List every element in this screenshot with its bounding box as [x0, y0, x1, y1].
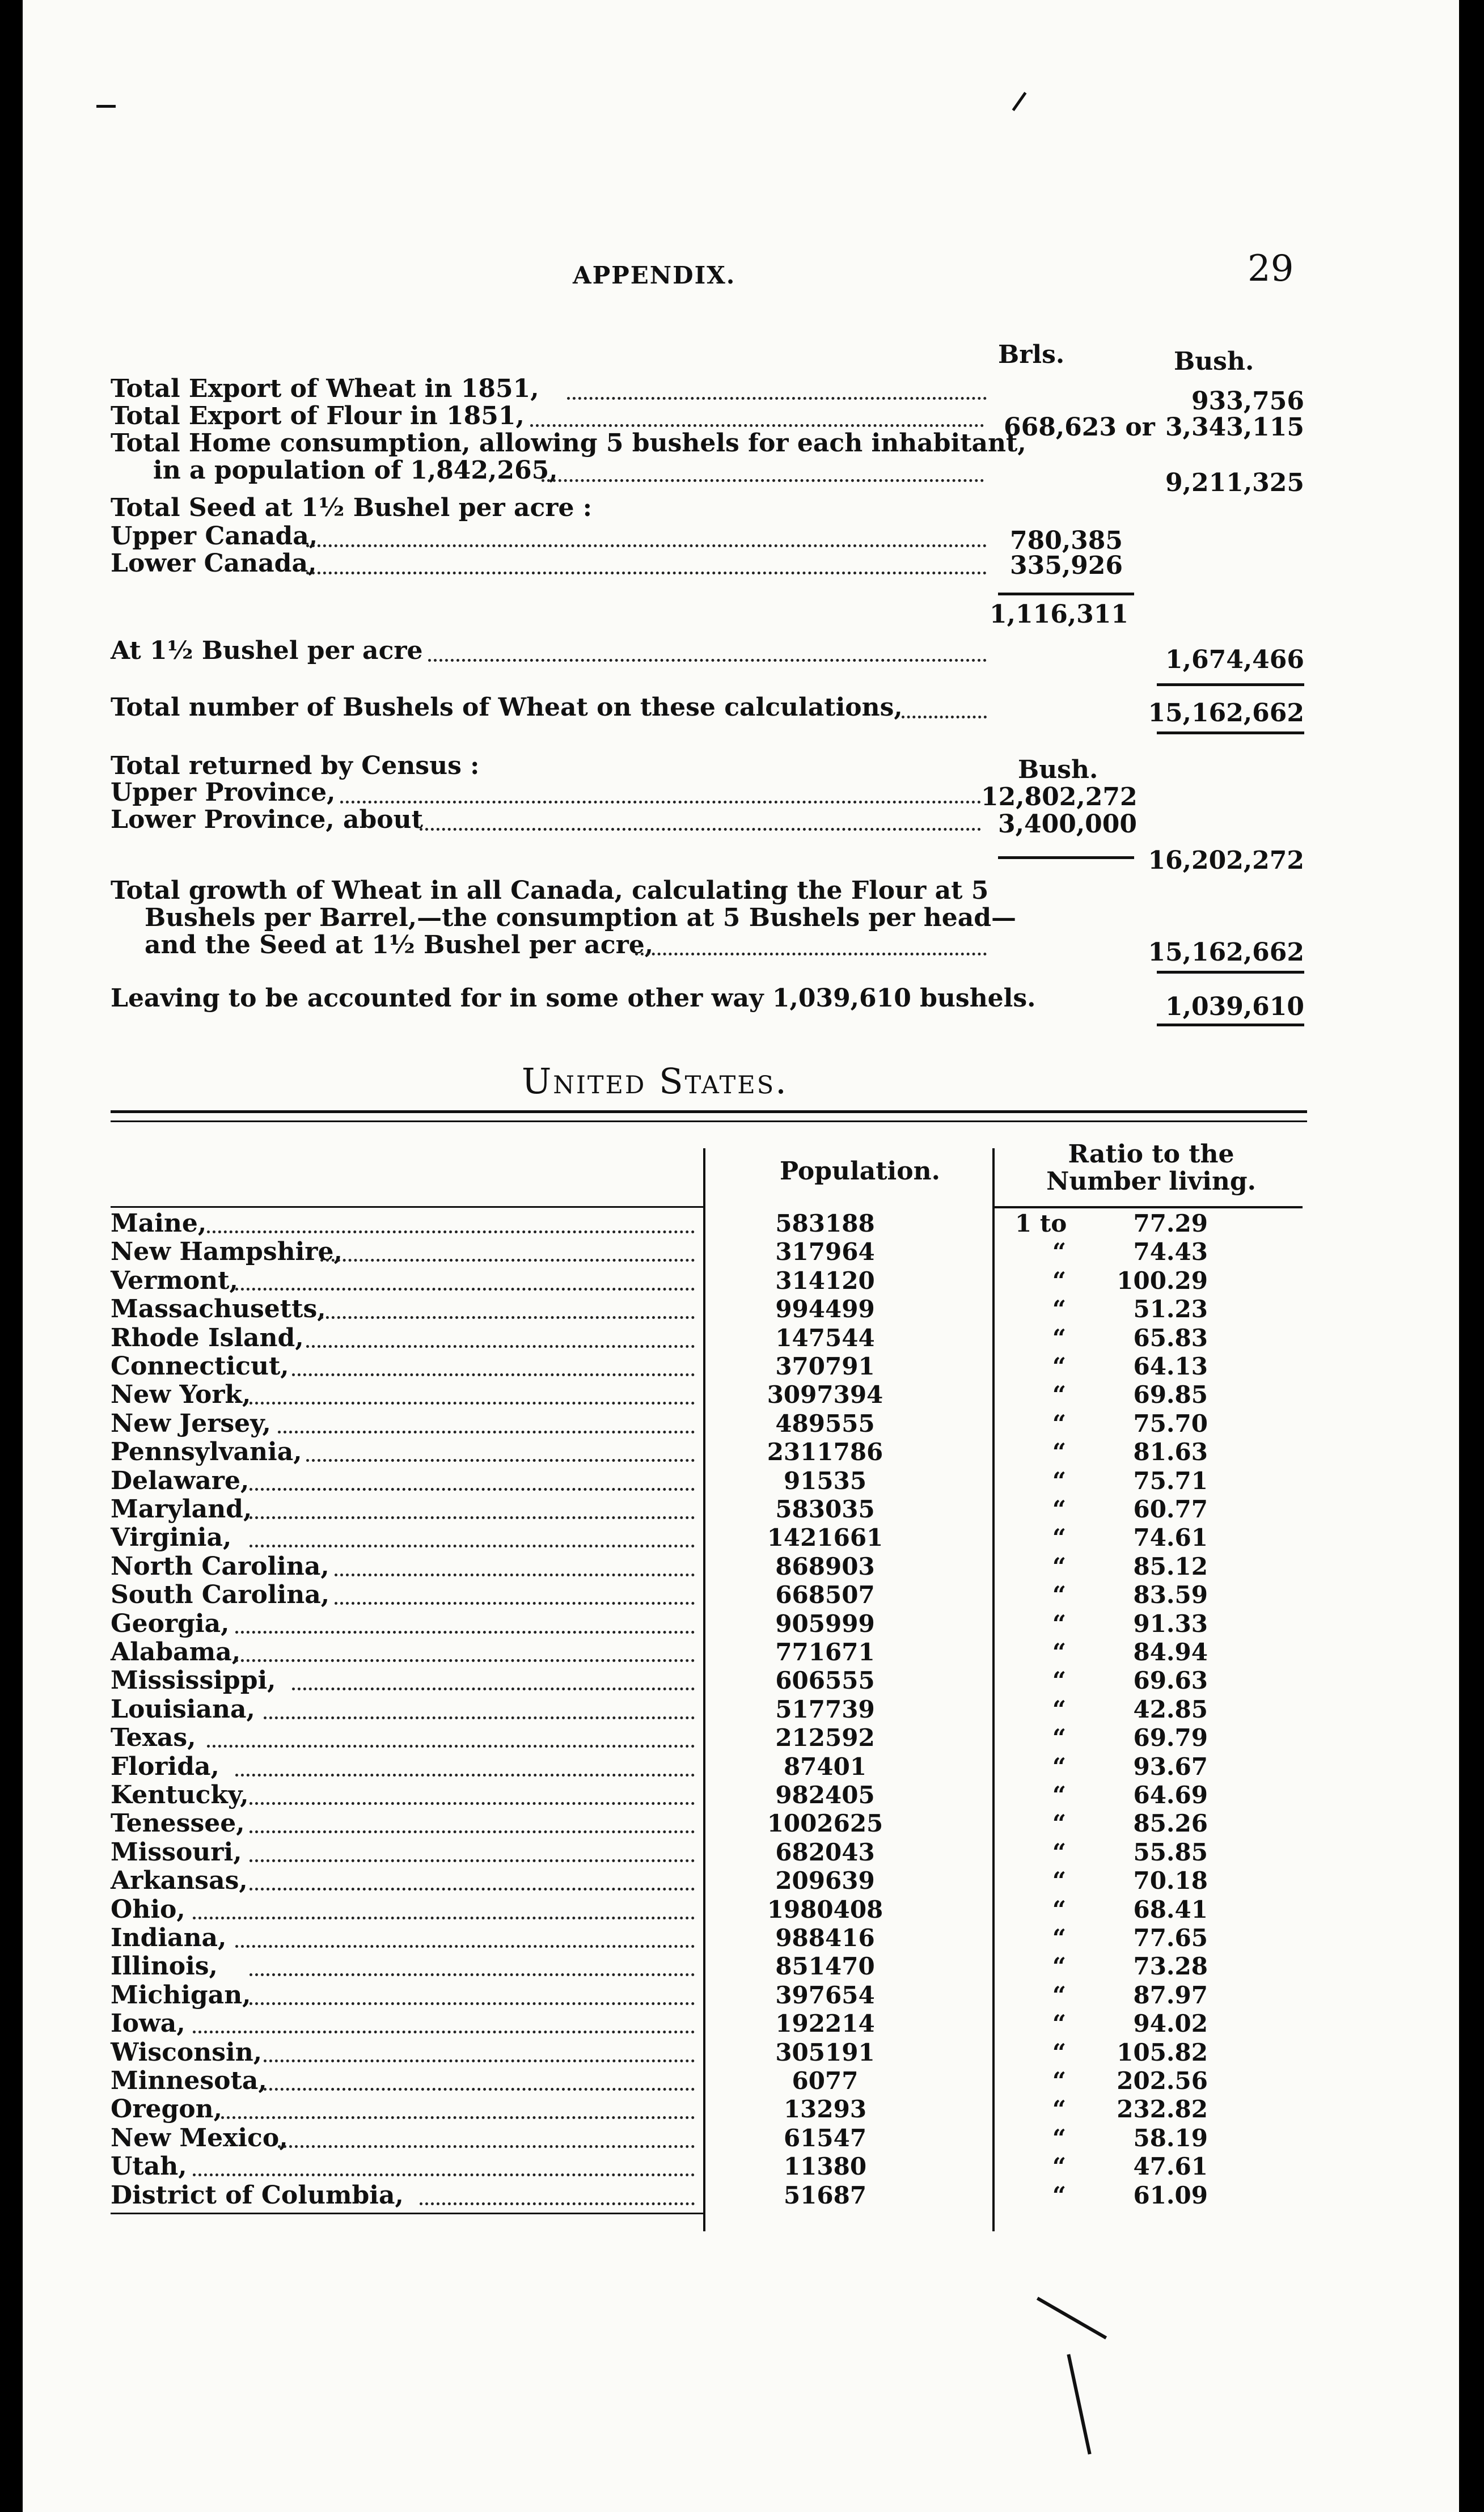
state-name: Oregon,	[111, 2095, 222, 2124]
column-divider	[703, 1148, 705, 2231]
column-divider	[992, 1148, 995, 2231]
total-bushels-label: Total number of Bushels of Wheat on these calculations,	[111, 693, 903, 722]
home-consumption-label-2: in a population of 1,842,265,	[153, 456, 558, 485]
state-name: New York,	[111, 1380, 251, 1409]
ratio-value: 64.13	[1133, 1352, 1208, 1380]
ratio-value: 85.12	[1133, 1553, 1208, 1580]
table-top-rule	[111, 1120, 1307, 1122]
ditto-mark: “	[1052, 1553, 1066, 1580]
population-value: 91535	[783, 1467, 867, 1495]
ditto-mark: “	[1052, 1352, 1066, 1380]
state-name: New Jersey,	[111, 1409, 271, 1438]
ditto-mark: “	[1052, 1781, 1066, 1809]
seed-heading: Total Seed at 1½ Bushel per acre :	[111, 493, 592, 522]
upper-canada-value: 780,385	[1009, 526, 1123, 555]
ratio-value: 105.82	[1117, 2039, 1208, 2066]
ditto-mark: “	[1052, 1896, 1066, 1923]
ratio-value: 85.26	[1133, 1809, 1208, 1837]
at-rate-bush: 1,674,466	[1165, 645, 1304, 674]
ratio-value: 83.59	[1133, 1581, 1208, 1609]
population-value: 209639	[775, 1867, 875, 1894]
ratio-value: 94.02	[1133, 2010, 1208, 2037]
state-name: South Carolina,	[111, 1580, 330, 1609]
stray-mark	[1067, 2354, 1091, 2454]
ratio-value: 70.18	[1133, 1867, 1208, 1894]
dot-leader	[235, 1945, 695, 1948]
dot-leader	[250, 1973, 695, 1976]
dot-leader	[250, 1545, 695, 1547]
ratio-value: 87.97	[1133, 1981, 1208, 2009]
ditto-mark: “	[1052, 2124, 1066, 2152]
ratio-value: 61.09	[1133, 2181, 1208, 2209]
dot-leader	[250, 1402, 695, 1405]
ratio-value: 202.56	[1117, 2067, 1208, 2095]
ratio-prefix: 1 to	[1015, 1210, 1067, 1237]
ratio-value: 232.82	[1117, 2095, 1208, 2123]
ditto-mark: “	[1052, 1524, 1066, 1551]
dot-leader	[250, 1888, 695, 1891]
ditto-mark: “	[1052, 1495, 1066, 1523]
ratio-value: 77.29	[1133, 1210, 1208, 1237]
state-name: Delaware,	[111, 1466, 250, 1495]
state-name: New Mexico,	[111, 2124, 288, 2152]
population-value: 13293	[783, 2095, 867, 2123]
dot-leader	[193, 1917, 695, 1919]
state-name: Florida,	[111, 1752, 219, 1781]
ditto-mark: “	[1052, 1238, 1066, 1266]
growth-line-1: Total growth of Wheat in all Canada, calculating the Flour at 5	[111, 876, 989, 905]
sum-rule	[1157, 1024, 1304, 1026]
dot-leader	[428, 659, 987, 662]
export-wheat-bush: 933,756	[1191, 387, 1304, 416]
ditto-mark: “	[1052, 1981, 1066, 2009]
ditto-mark: “	[1052, 1924, 1066, 1952]
dot-leader	[193, 2031, 695, 2033]
ratio-value: 68.41	[1133, 1896, 1208, 1923]
sum-rule	[1157, 971, 1304, 974]
population-value: 370791	[775, 1352, 875, 1380]
census-heading: Total returned by Census :	[111, 751, 480, 780]
ditto-mark: “	[1052, 2152, 1066, 2180]
ditto-mark: “	[1052, 1267, 1066, 1295]
lower-canada-label: Lower Canada,	[111, 549, 317, 578]
state-name: Rhode Island,	[111, 1323, 304, 1352]
population-value: 2311786	[767, 1438, 883, 1466]
population-value: 1421661	[767, 1524, 883, 1551]
col-header-ratio-1: Ratio to the	[1068, 1140, 1234, 1169]
ditto-mark: “	[1052, 1610, 1066, 1638]
dot-leader	[250, 1830, 695, 1833]
dot-leader	[250, 1488, 695, 1491]
ditto-mark: “	[1052, 1467, 1066, 1495]
header-rule	[993, 1206, 1303, 1208]
dot-leader	[320, 1259, 695, 1262]
seed-sum-value: 1,116,311	[990, 600, 1128, 629]
export-flour-label: Total Export of Flour in 1851,	[111, 401, 525, 430]
ditto-mark: “	[1052, 1867, 1066, 1894]
ratio-value: 55.85	[1133, 1838, 1208, 1866]
dot-leader	[207, 1745, 695, 1748]
ratio-value: 58.19	[1133, 2124, 1208, 2152]
leaving-bush: 1,039,610	[1165, 992, 1304, 1021]
us-section-title: United States.	[522, 1060, 788, 1102]
state-name: Louisiana,	[111, 1695, 255, 1724]
state-name: Ohio,	[111, 1895, 185, 1924]
population-value: 606555	[775, 1667, 875, 1694]
ratio-value: 84.94	[1133, 1638, 1208, 1666]
dot-leader	[250, 1516, 695, 1519]
dot-leader	[420, 2202, 695, 2205]
state-name: District of Columbia,	[111, 2181, 404, 2210]
state-name: North Carolina,	[111, 1552, 329, 1581]
state-name: Texas,	[111, 1723, 196, 1752]
upper-province-label: Upper Province,	[111, 778, 336, 807]
state-name: Iowa,	[111, 2009, 185, 2038]
export-wheat-label: Total Export of Wheat in 1851,	[111, 374, 539, 403]
ratio-value: 47.61	[1133, 2152, 1208, 2180]
dot-leader	[902, 716, 987, 718]
leaving-label: Leaving to be accounted for in some other way 1,039,610 bushels.	[111, 984, 1036, 1013]
ditto-mark: “	[1052, 1695, 1066, 1723]
population-value: 397654	[775, 1981, 875, 2009]
ditto-mark: “	[1052, 1952, 1066, 1980]
state-name: Utah,	[111, 2152, 187, 2181]
dot-leader	[264, 2059, 695, 2062]
ditto-mark: “	[1052, 1410, 1066, 1437]
state-name: Indiana,	[111, 1923, 227, 1952]
ratio-value: 93.67	[1133, 1753, 1208, 1781]
ditto-mark: “	[1052, 1638, 1066, 1666]
state-name: Alabama,	[111, 1638, 241, 1667]
ratio-value: 73.28	[1133, 1952, 1208, 1980]
population-value: 317964	[775, 1238, 875, 1266]
upper-province-value: 12,802,272	[981, 783, 1138, 811]
state-name: Michigan,	[111, 1981, 251, 2010]
population-value: 583035	[775, 1495, 875, 1523]
dot-leader	[235, 1659, 695, 1662]
dot-leader	[278, 1431, 695, 1433]
ditto-mark: “	[1052, 1295, 1066, 1323]
state-name: Missouri,	[111, 1838, 242, 1867]
dot-leader	[193, 2173, 695, 2176]
ratio-value: 91.33	[1133, 1610, 1208, 1638]
total-bushels-bush: 15,162,662	[1148, 699, 1304, 728]
ditto-mark: “	[1052, 2010, 1066, 2037]
population-value: 868903	[775, 1553, 875, 1580]
ratio-value: 74.61	[1133, 1524, 1208, 1551]
ditto-mark: “	[1052, 2095, 1066, 2123]
stray-mark	[1037, 2297, 1107, 2339]
population-value: 994499	[775, 1295, 875, 1323]
dot-leader	[235, 1774, 695, 1777]
population-value: 682043	[775, 1838, 875, 1866]
scan-edge	[1459, 0, 1484, 2512]
state-name: Wisconsin,	[111, 2038, 263, 2067]
state-name: Maine,	[111, 1209, 207, 1238]
col-header-population: Population.	[780, 1157, 940, 1186]
ditto-mark: “	[1052, 1438, 1066, 1466]
stray-mark	[1012, 92, 1027, 111]
state-name: Pennsylvania,	[111, 1437, 302, 1466]
state-name: Illinois,	[111, 1952, 218, 1981]
running-title: APPENDIX.	[573, 261, 736, 289]
dot-leader	[250, 1802, 695, 1805]
ditto-mark: “	[1052, 1581, 1066, 1609]
population-value: 489555	[775, 1410, 875, 1437]
state-name: Vermont,	[111, 1266, 238, 1295]
ratio-value: 100.29	[1117, 1267, 1208, 1295]
home-consumption-label-1: Total Home consumption, allowing 5 bushels for each inhabitant,	[111, 429, 1026, 458]
state-name: Connecticut,	[111, 1352, 289, 1381]
population-value: 3097394	[767, 1381, 883, 1409]
col-header-ratio-2: Number living.	[1046, 1167, 1256, 1196]
ratio-value: 81.63	[1133, 1438, 1208, 1466]
sum-rule	[998, 593, 1134, 595]
page-number: 29	[1248, 248, 1294, 290]
ratio-value: 64.69	[1133, 1781, 1208, 1809]
dot-leader	[320, 1316, 695, 1319]
ditto-mark: “	[1052, 1724, 1066, 1752]
population-value: 87401	[783, 1753, 867, 1781]
dot-leader	[264, 2088, 695, 2091]
population-value: 905999	[775, 1610, 875, 1638]
population-value: 851470	[775, 1952, 875, 1980]
dot-leader	[567, 397, 987, 400]
lower-canada-value: 335,926	[1009, 551, 1123, 580]
document-page	[23, 0, 1463, 2512]
upper-canada-label: Upper Canada,	[111, 522, 318, 551]
dot-leader	[542, 479, 984, 482]
population-value: 212592	[775, 1724, 875, 1752]
dot-leader	[235, 1288, 695, 1291]
ditto-mark: “	[1052, 1381, 1066, 1409]
population-value: 147544	[775, 1324, 875, 1352]
population-value: 305191	[775, 2039, 875, 2066]
dot-leader	[306, 572, 987, 574]
population-value: 314120	[775, 1267, 875, 1295]
population-value: 192214	[775, 2010, 875, 2037]
ratio-value: 69.79	[1133, 1724, 1208, 1752]
lower-province-label: Lower Province, about	[111, 805, 423, 834]
table-top-rule	[111, 1110, 1307, 1113]
dot-leader	[221, 2116, 695, 2119]
lower-province-value: 3,400,000	[998, 810, 1137, 839]
dot-leader	[335, 1602, 695, 1605]
dot-leader	[292, 1373, 695, 1376]
ditto-mark: “	[1052, 1838, 1066, 1866]
dot-leader	[250, 2002, 695, 2005]
state-name: Arkansas,	[111, 1866, 248, 1895]
table-bottom-rule	[111, 2213, 703, 2214]
population-value: 1002625	[767, 1809, 883, 1837]
ditto-mark: “	[1052, 1809, 1066, 1837]
state-name: Maryland,	[111, 1495, 252, 1524]
population-value: 11380	[783, 2152, 867, 2180]
dot-leader	[635, 953, 987, 955]
col-header-brls: Brls.	[998, 340, 1065, 369]
population-value: 6077	[792, 2067, 859, 2095]
growth-line-3: and the Seed at 1½ Bushel per acre,	[145, 931, 654, 959]
dot-leader	[264, 1716, 695, 1719]
ratio-value: 75.71	[1133, 1467, 1208, 1495]
dot-leader	[207, 1230, 695, 1233]
ratio-value: 77.65	[1133, 1924, 1208, 1952]
sum-rule	[998, 856, 1134, 859]
dot-leader	[306, 1459, 695, 1462]
at-rate-label: At 1½ Bushel per acre	[111, 636, 423, 665]
census-total-value: 16,202,272	[1148, 846, 1304, 875]
state-name: Massachusetts,	[111, 1295, 326, 1323]
dot-leader	[278, 2145, 695, 2148]
stray-mark	[96, 105, 116, 108]
dot-leader	[340, 801, 981, 803]
state-name: New Hampshire,	[111, 1237, 343, 1266]
ditto-mark: “	[1052, 1324, 1066, 1352]
export-flour-brls: 668,623 or	[1004, 413, 1155, 442]
dot-leader	[335, 1574, 695, 1576]
ratio-value: 69.85	[1133, 1381, 1208, 1409]
growth-bush: 15,162,662	[1148, 938, 1304, 967]
dot-leader	[306, 1345, 695, 1348]
population-value: 517739	[775, 1695, 875, 1723]
ditto-mark: “	[1052, 1753, 1066, 1781]
ratio-value: 69.63	[1133, 1667, 1208, 1694]
sum-rule	[1157, 683, 1304, 686]
dot-leader	[530, 424, 984, 427]
col-header-bush: Bush.	[1174, 347, 1254, 376]
ratio-value: 74.43	[1133, 1238, 1208, 1266]
ditto-mark: “	[1052, 1667, 1066, 1694]
dot-leader	[235, 1631, 695, 1634]
dot-leader	[306, 544, 987, 547]
ditto-mark: “	[1052, 2067, 1066, 2095]
ratio-value: 60.77	[1133, 1495, 1208, 1523]
ditto-mark: “	[1052, 2039, 1066, 2066]
ratio-value: 75.70	[1133, 1410, 1208, 1437]
ratio-value: 42.85	[1133, 1695, 1208, 1723]
ditto-mark: “	[1052, 2181, 1066, 2209]
growth-line-2: Bushels per Barrel,—the consumption at 5 Bushels per head—	[145, 903, 1016, 932]
state-name: Minnesota,	[111, 2066, 267, 2095]
population-value: 61547	[783, 2124, 867, 2152]
ratio-value: 65.83	[1133, 1324, 1208, 1352]
export-flour-bush: 3,343,115	[1165, 413, 1304, 442]
state-name: Tenessee,	[111, 1809, 245, 1838]
home-consumption-bush: 9,211,325	[1165, 468, 1304, 497]
population-value: 583188	[775, 1210, 875, 1237]
population-value: 668507	[775, 1581, 875, 1609]
population-value: 988416	[775, 1924, 875, 1952]
state-name: Georgia,	[111, 1609, 230, 1638]
population-value: 51687	[783, 2181, 867, 2209]
dot-leader	[250, 1859, 695, 1862]
state-name: Mississippi,	[111, 1666, 276, 1695]
dot-leader	[420, 828, 981, 831]
population-value: 1980408	[767, 1896, 883, 1923]
sum-rule	[1157, 731, 1304, 734]
header-rule	[111, 1206, 703, 1208]
census-col-bush: Bush.	[1018, 755, 1098, 784]
ratio-value: 51.23	[1133, 1295, 1208, 1323]
state-name: Virginia,	[111, 1523, 232, 1552]
dot-leader	[292, 1688, 695, 1690]
population-value: 982405	[775, 1781, 875, 1809]
population-value: 771671	[775, 1638, 875, 1666]
state-name: Kentucky,	[111, 1781, 249, 1809]
